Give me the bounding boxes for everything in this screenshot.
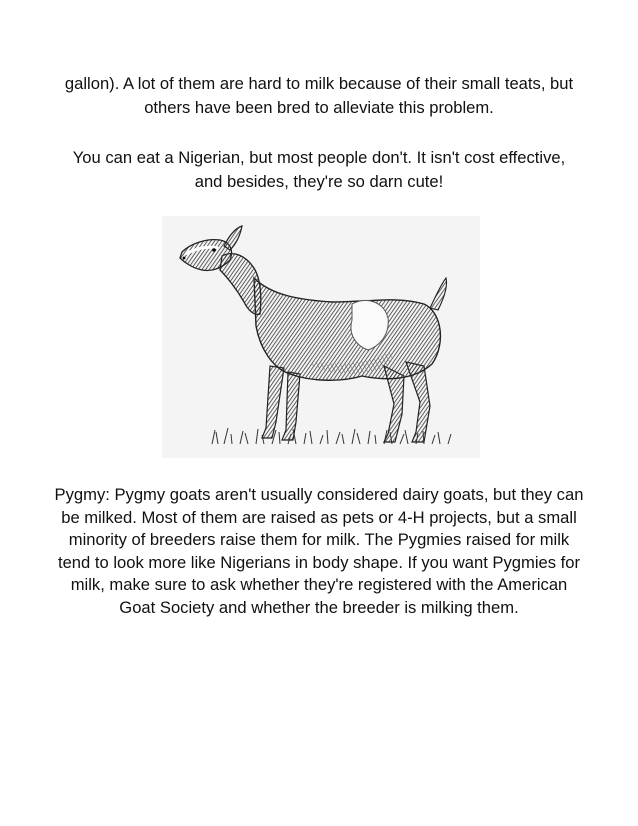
paragraph-milking-difficulty: gallon). A lot of them are hard to milk because of their small teats, but others have been bred to alleviate this problem. [64, 74, 574, 117]
paragraph-eating-nigerians: You can eat a Nigerian, but most people don't. It isn't cost effective, and besides, they're so darn cute! [72, 148, 566, 191]
goat-body [180, 226, 447, 442]
paragraph-pygmy-goats: Pygmy: Pygmy goats aren't usually considered dairy goats, but they can be milked. Most of them are raised as pets or 4-H projects, but a small minority of breeders raise them for milk. The Pygmies raised for milk tend to look more like Nigerians in body shape. If you want Pygmies for milk, make sure to ask whether they're registered with the American Goat Society and whether the breeder is milking them. [54, 485, 584, 617]
goat-illustration [162, 216, 480, 458]
